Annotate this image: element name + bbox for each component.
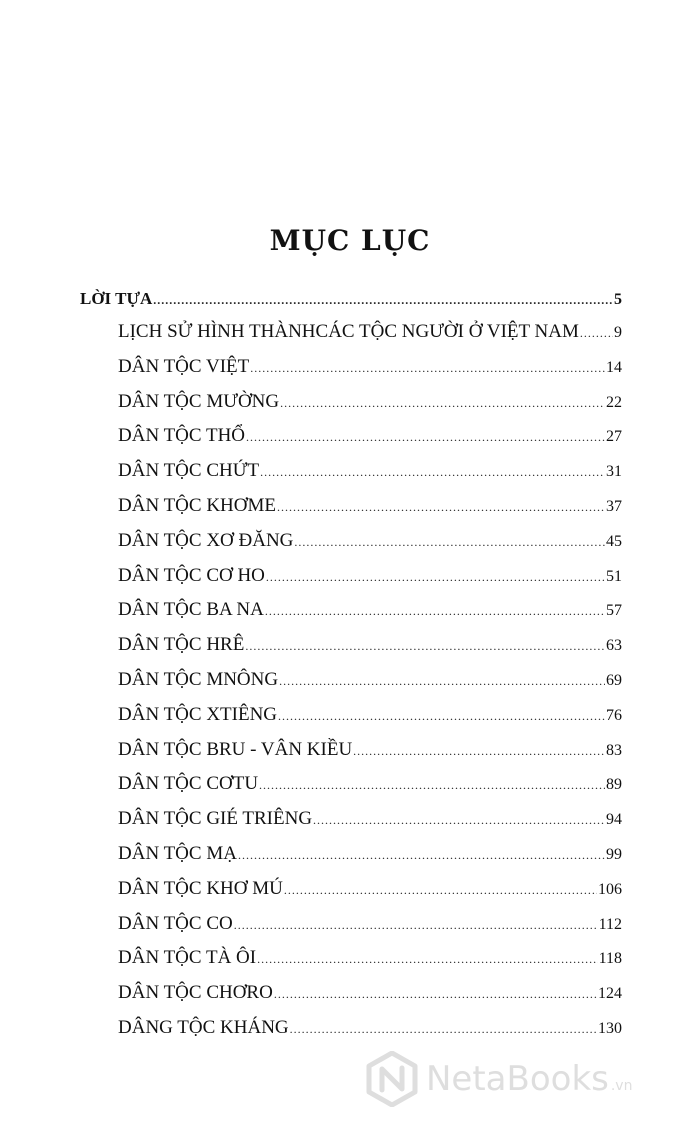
toc-entry-label: LỊCH SỬ HÌNH THÀNHCÁC TỘC NGƯỜI Ở VIỆT NAM: [118, 321, 579, 342]
toc-entry-label: DÂN TỘC GIÉ TRIÊNG: [118, 808, 313, 830]
toc-entry-label: DÂN TỘC BRU - VÂN KIỀU: [118, 738, 353, 760]
toc-dot-leader: [580, 326, 613, 341]
toc-dot-leader: [153, 293, 613, 308]
toc-page-number: 9: [614, 324, 622, 341]
toc-dot-leader: [238, 848, 605, 863]
toc-entry: [80, 356, 622, 391]
toc-page-number: 124: [598, 985, 622, 1003]
toc-page-number: 112: [598, 915, 622, 933]
toc-page-number: 76: [606, 706, 622, 724]
toc-entry: [80, 739, 622, 774]
toc-entry: [80, 460, 622, 495]
toc-entry: [80, 634, 622, 669]
toc-page-number: 27: [606, 428, 622, 446]
toc-dot-leader: [284, 883, 597, 898]
toc-dot-leader: [313, 813, 605, 828]
toc-page-number: 31: [606, 463, 622, 481]
toc-entry-label: DÂN TỘC MẠ: [118, 842, 237, 864]
toc-page-number: 5: [614, 291, 622, 308]
toc-dot-leader: [245, 639, 605, 654]
toc-entry-preface: [80, 289, 622, 321]
toc-page-number: 99: [606, 845, 622, 863]
toc-dot-leader: [294, 535, 605, 550]
toc-dot-leader: [278, 709, 605, 724]
toc-entry-label: DÂN TỘC KHƠME: [118, 494, 276, 516]
toc-entry-label: DÂN TỘC MNÔNG: [118, 668, 279, 690]
page-title: MỤC LỤC: [269, 223, 431, 257]
netabooks-logo-icon: [364, 1051, 420, 1107]
toc-entry: [80, 773, 622, 808]
toc-dot-leader: [279, 674, 605, 689]
toc-entry: [80, 565, 622, 600]
toc-page-number: 130: [598, 1019, 622, 1037]
toc-entry: [80, 947, 622, 982]
toc-dot-leader: [259, 778, 605, 793]
toc-dot-leader: [290, 1022, 597, 1037]
toc-entry-label: LỜI TỰA: [80, 289, 153, 308]
toc-entry-label: DÂN TỘC TÀ ÔI: [118, 947, 257, 969]
toc-page-number: 45: [606, 532, 622, 550]
toc-dot-leader: [260, 465, 605, 480]
table-of-contents: [80, 289, 622, 1052]
toc-page-number: 14: [606, 358, 622, 376]
toc-entry: [80, 599, 622, 634]
toc-entry-label: DÂN TỘC CƠ HO: [118, 564, 265, 586]
toc-entry: [80, 530, 622, 565]
toc-page-number: 57: [606, 602, 622, 620]
toc-dot-leader: [274, 987, 597, 1002]
toc-dot-leader: [353, 744, 605, 759]
toc-entry: [80, 1017, 622, 1052]
toc-entry: [80, 843, 622, 878]
toc-dot-leader: [257, 952, 597, 967]
toc-page-number: 63: [606, 637, 622, 655]
toc-entry-label: DÂN TỘC XTIÊNG: [118, 703, 278, 725]
toc-entry: [80, 321, 622, 356]
toc-entry-label: DÂN TỘC CHƠRO: [118, 982, 273, 1004]
toc-entry: [80, 982, 622, 1017]
toc-entry-label: DÂN TỘC VIỆT: [118, 355, 250, 377]
toc-page-number: 83: [606, 741, 622, 759]
toc-entry-label: DÂN TỘC THỔ: [118, 425, 246, 447]
toc-dot-leader: [266, 570, 605, 585]
toc-entry-label: DÂN TỘC KHƠ MÚ: [118, 877, 283, 899]
toc-page-number: 89: [606, 776, 622, 794]
toc-entry: [80, 878, 622, 913]
toc-entry-label: DÂN TỘC MƯỜNG: [118, 390, 280, 412]
toc-entry: [80, 913, 622, 948]
toc-entry: [80, 704, 622, 739]
toc-page-number: 94: [606, 811, 622, 829]
toc-dot-leader: [277, 500, 605, 515]
toc-entry-label: DÂN TỘC CHỨT: [118, 460, 260, 482]
toc-entry-label: DÂN TỘC CO: [118, 912, 233, 934]
toc-entry-label: DÂNG TỘC KHÁNG: [118, 1016, 289, 1038]
watermark-domain-suffix: .vn: [610, 1078, 633, 1094]
netabooks-watermark: [364, 1049, 664, 1109]
toc-entry-label: DÂN TỘC CƠTU: [118, 773, 259, 795]
toc-entry: [80, 391, 622, 426]
toc-entry-label: DÂN TỘC XƠ ĐĂNG: [118, 529, 294, 551]
toc-page-number: 69: [606, 671, 622, 689]
toc-dot-leader: [280, 396, 605, 411]
toc-page-number: 118: [598, 950, 622, 968]
toc-entry: [80, 495, 622, 530]
toc-dot-leader: [246, 430, 605, 445]
watermark-brand-text: NetaBooks: [426, 1059, 609, 1099]
toc-entry-label: DÂN TỘC BA NA: [118, 599, 264, 621]
toc-entry-label: DÂN TỘC HRÊ: [118, 634, 245, 656]
toc-dot-leader: [265, 604, 605, 619]
toc-page-number: 51: [606, 567, 622, 585]
toc-entry: [80, 425, 622, 460]
toc-page-number: 106: [598, 880, 622, 898]
toc-page-number: 22: [606, 393, 622, 411]
toc-entry: [80, 669, 622, 704]
toc-entry: [80, 808, 622, 843]
toc-dot-leader: [250, 361, 605, 376]
toc-dot-leader: [234, 918, 598, 933]
toc-page-number: 37: [606, 497, 622, 515]
